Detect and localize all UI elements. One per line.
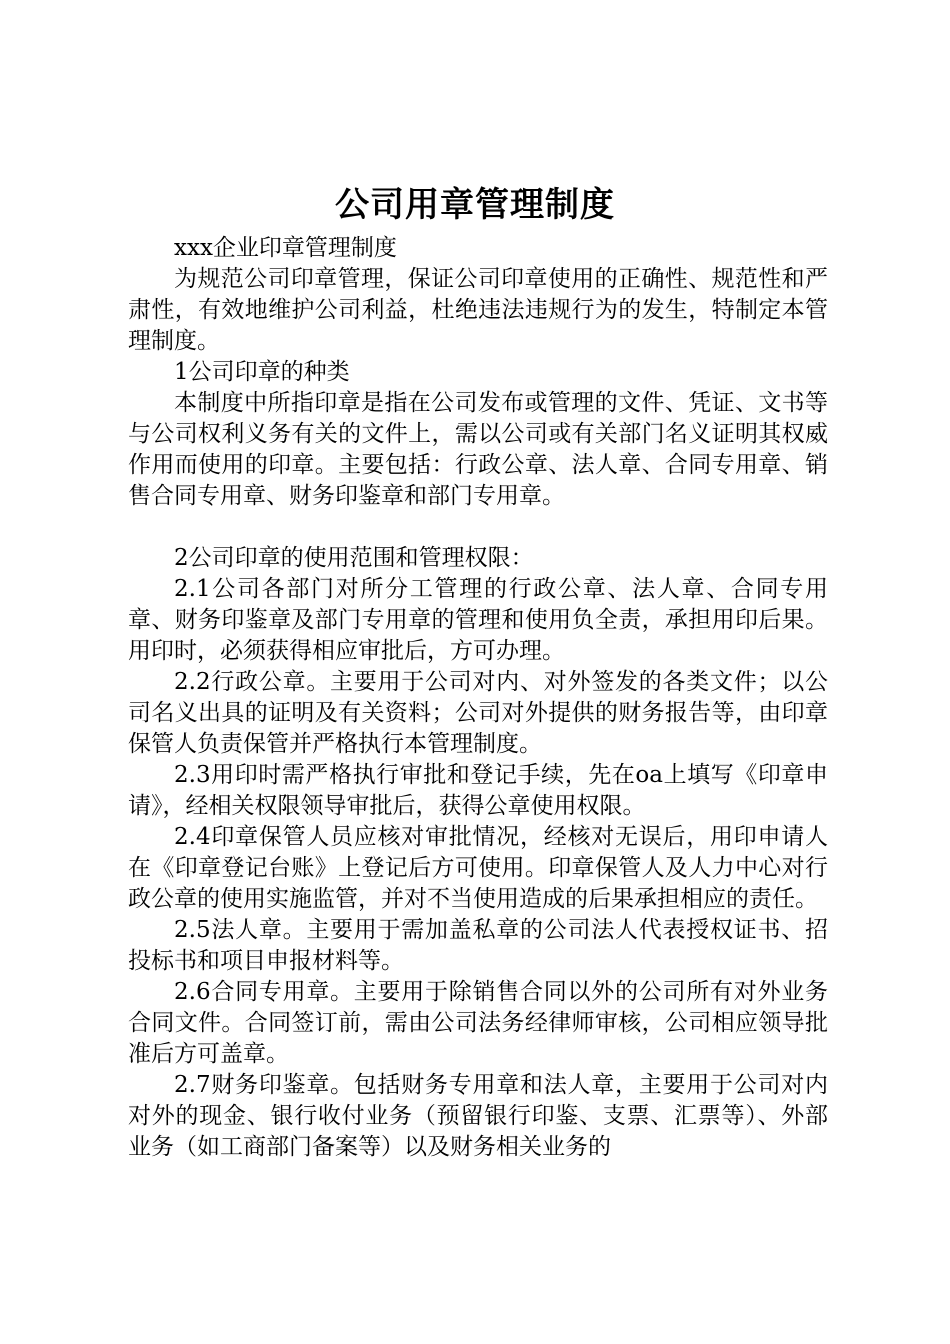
paragraph-purpose: 为规范公司印章管理，保证公司印章使用的正确性、规范性和严肃性，有效地维护公司利益，杜绝违法违规行为的发生，特制定本管理制度。 [128,266,828,354]
paragraph-2-4: 2.4印章保管人员应核对审批情况，经核对无误后，用印申请人在《印章登记台账》上登记后方可使用。印章保管人及人力中心对行政公章的使用实施监管，并对不当使用造成的后果承担相应的责任。 [128,824,828,912]
paragraph-2-2: 2.2行政公章。主要用于公司对内、对外签发的各类文件；以公司名义出具的证明及有关资料；公司对外提供的财务报告等，由印章保管人负责保管并严格执行本管理制度。 [128,669,828,757]
document-title: 公司用章管理制度 [335,185,615,225]
document-body [128,233,828,1163]
paragraph-2-7: 2.7财务印鉴章。包括财务专用章和法人章，主要用于公司对内对外的现金、银行收付业务（预留银行印鉴、支票、汇票等）、外部业务（如工商部门备案等）以及财务相关业务的 [128,1072,828,1160]
paragraph-2-5: 2.5法人章。主要用于需加盖私章的公司法人代表授权证书、招投标书和项目申报材料等。 [128,917,828,974]
section-heading-2: 2公司印章的使用范围和管理权限： [174,545,534,571]
paragraph-seal-types: 本制度中所指印章是指在公司发布或管理的文件、凭证、文书等与公司权利义务有关的文件上，需以公司或有关部门名义证明其权威作用而使用的印章。主要包括：行政公章、法人章、合同专用章、销售合同专用章、财务印鉴章和部门专用章。 [128,390,828,509]
paragraph-2-1: 2.1公司各部门对所分工管理的行政公章、法人章、合同专用章、财务印鉴章及部门专用章的管理和使用负全责，承担用印后果。用印时，必须获得相应审批后，方可办理。 [128,576,828,664]
paragraph-2-6: 2.6合同专用章。主要用于除销售合同以外的公司所有对外业务合同文件。合同签订前，需由公司法务经律师审核，公司相应领导批准后方可盖章。 [128,979,828,1067]
section-heading-1: 1公司印章的种类 [174,359,350,385]
paragraph-2-3: 2.3用印时需严格执行审批和登记手续，先在oa上填写《印章申请》，经相关权限领导审批后，获得公章使用权限。 [128,762,828,819]
paragraph-subtitle: xxx企业印章管理制度 [174,235,397,261]
